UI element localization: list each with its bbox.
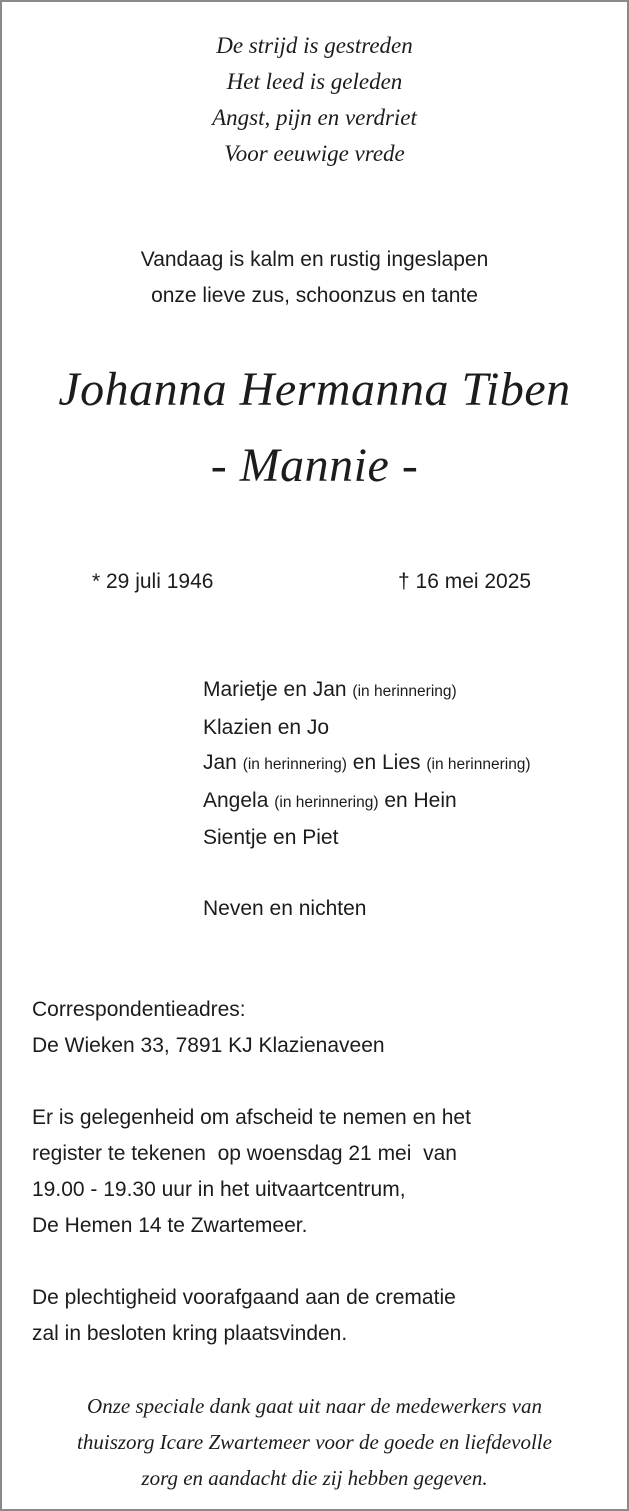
deceased-name (2, 352, 627, 504)
family-member (203, 672, 531, 710)
memorial-note: (in herinnering) (242, 756, 347, 773)
ceremony-line: De plechtigheid voorafgaand aan de crematie (32, 1286, 456, 1309)
family-list (203, 672, 531, 927)
poem-line: Angst, pijn en verdriet (212, 105, 417, 130)
death-date: † 16 mei 2025 (398, 570, 532, 593)
correspondence-address: De Wieken 33, 7891 KJ Klazienaveen (32, 1034, 385, 1057)
memorial-note: (in herinnering) (426, 756, 531, 773)
nickname: - Mannie - (210, 439, 419, 492)
member-name: Marietje en Jan (203, 678, 353, 701)
family-members (203, 672, 531, 856)
visitation-line: 19.00 - 19.30 uur in het uitvaartcentrum, (32, 1178, 406, 1201)
memorial-note: (in herinnering) (274, 793, 379, 811)
extended-family: Neven en nichten (203, 897, 367, 920)
ceremony-block (32, 1280, 456, 1352)
thanks-note (2, 1388, 627, 1496)
visitation-block (32, 1100, 471, 1244)
intro-line: Vandaag is kalm en rustig ingeslapen (140, 248, 489, 271)
thanks-line: zorg en aandacht die zij hebben gegeven. (141, 1466, 488, 1490)
poem-line: Het leed is geleden (226, 69, 403, 94)
birth-date: * 29 juli 1946 (92, 570, 214, 593)
poem-line: De strijd is gestreden (216, 33, 413, 58)
ceremony-line: zal in besloten kring plaatsvinden. (32, 1322, 348, 1345)
member-name: Sientje en Piet (203, 826, 339, 849)
poem-line: Voor eeuwige vrede (224, 141, 405, 166)
member-name: en Hein (378, 788, 457, 812)
thanks-line: thuiszorg Icare Zwartemeer voor de goede en liefdevolle (77, 1430, 552, 1454)
family-member (203, 783, 531, 821)
announcement-intro (2, 242, 627, 314)
member-name: Klazien en Jo (203, 715, 330, 739)
correspondence-block (32, 992, 385, 1064)
family-member (203, 745, 531, 783)
family-member (203, 820, 531, 856)
poem (2, 28, 627, 172)
thanks-line: Onze speciale dank gaat uit naar de medewerkers van (87, 1394, 542, 1418)
visitation-line: Er is gelegenheid om afscheid te nemen en het (32, 1106, 471, 1129)
visitation-line: register te tekenen op woensdag 21 mei van (32, 1142, 457, 1165)
member-name: Jan (203, 751, 243, 774)
visitation-line: De Hemen 14 te Zwartemeer. (32, 1214, 308, 1237)
family-member (203, 710, 531, 746)
member-name: Angela (203, 788, 275, 812)
full-name: Johanna Hermanna Tiben (58, 363, 571, 416)
intro-line: onze lieve zus, schoonzus en tante (151, 284, 478, 307)
member-name: en Lies (346, 751, 427, 774)
memorial-note: (in herinnering) (352, 683, 457, 700)
correspondence-label: Correspondentieadres: (32, 998, 246, 1021)
